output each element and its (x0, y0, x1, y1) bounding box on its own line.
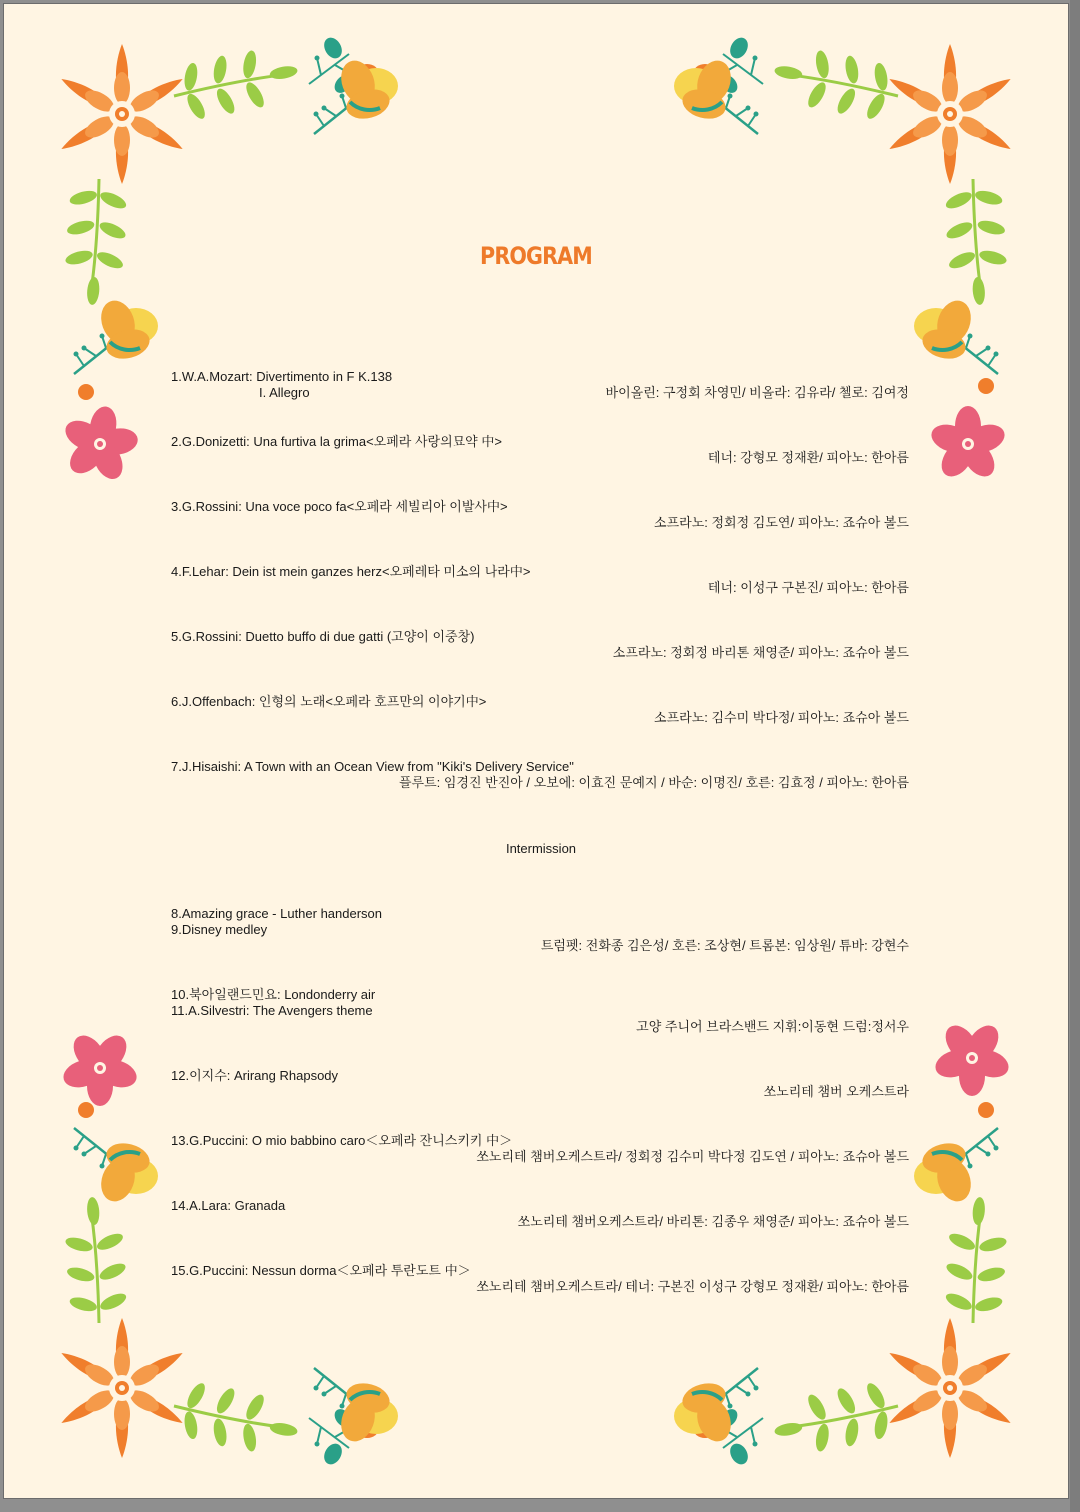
program-item-14-performers: 쏘노리테 챔버오케스트라/ 바리톤: 김종우 채영준/ 피아노: 죠슈아 볼드 (517, 1214, 909, 1229)
program-item-13-performers: 쏘노리테 챔버오케스트라/ 정회정 김수미 박다정 김도연 / 피아노: 죠슈아 볼드 (476, 1149, 909, 1164)
program-item-1-piece: 1.W.A.Mozart: Divertimento in F K.138 (171, 369, 393, 384)
program-item-3-performers: 소프라노: 정회정 김도연/ 피아노: 죠슈아 볼드 (654, 515, 909, 530)
program-item-6-performers: 소프라노: 김수미 박다정/ 피아노: 죠슈아 볼드 (654, 710, 909, 725)
program-item-1-performers: 바이올린: 구정회 차영민/ 비올라: 김유라/ 첼로: 김여정 (605, 385, 909, 400)
program-item-12-piece: 12.이지수: Arirang Rhapsody (171, 1068, 339, 1083)
program-item-7-performers: 플루트: 임경진 반진아 / 오보에: 이효진 문예지 / 바순: 이명진/ 호른: 김효정 / 피아노: 한아름 (398, 775, 909, 790)
floral-border (4, 4, 1068, 1498)
program-item-2-performers: 테너: 강형모 정재환/ 피아노: 한아름 (707, 450, 909, 465)
program-item-4-piece: 4.F.Lehar: Dein ist mein ganzes herz<오페레타 미소의 나라中> (171, 564, 531, 579)
program-item-15-piece: 15.G.Puccini: Nessun dorma＜오페라 투란도트 中＞ (171, 1263, 471, 1278)
program-item-10-11-performers: 고양 주니어 브라스밴드 지휘:이동현 드럼:정서우 (636, 1019, 909, 1034)
pink-flower-icon (54, 400, 146, 489)
orange-lily-icon (58, 44, 185, 184)
program-item-11-piece: 11.A.Silvestri: The Avengers theme (171, 1003, 373, 1018)
yellow-bud-icon (74, 296, 159, 374)
program-item-8-piece: 8.Amazing grace - Luther handerson (171, 906, 383, 921)
program-item-10-piece: 10.북아일랜드민요: Londonderry air (171, 987, 376, 1002)
small-flower-icon (78, 384, 94, 400)
program-item-8-9-performers: 트럼펫: 전화종 김은성/ 호른: 조상현/ 트롬본: 임상원/ 튜바: 강현수 (540, 938, 909, 953)
program-item-5-performers: 소프라노: 정회정 바리톤 채영준/ 피아노: 죠슈아 볼드 (612, 645, 909, 660)
program-item-12-performers: 쏘노리테 챔버 오케스트라 (763, 1084, 909, 1099)
program-item-4-performers: 테너: 이성구 구본진/ 피아노: 한아름 (707, 580, 909, 595)
program-page (3, 3, 1069, 1499)
leaf-vine-icon (168, 41, 303, 124)
program-item-15-performers: 쏘노리테 챔버오케스트라/ 테너: 구본진 이성구 강형모 정재환/ 피아노: 한아름 (476, 1279, 909, 1294)
window-edge (1070, 0, 1080, 1512)
program-item-5-piece: 5.G.Rossini: Duetto buffo di due gatti (고양이 이중창) (171, 629, 475, 644)
program-item-14-piece: 14.A.Lara: Granada (171, 1198, 286, 1213)
program-item-3-piece: 3.G.Rossini: Una voce poco fa<오페라 세빌리아 이발사中> (171, 499, 508, 514)
program-item-9-piece: 9.Disney medley (171, 922, 268, 937)
program-item-7-piece: 7.J.Hisaishi: A Town with an Ocean View from "Kiki's Delivery Service" (171, 759, 574, 774)
program-item-2-piece: 2.G.Donizetti: Una furtiva la grima<오페라 사랑의묘약 中> (171, 434, 502, 449)
program-item-1-movement: I. Allegro (259, 385, 310, 400)
page-title: PROGRAM (480, 242, 592, 270)
yellow-bud-icon (314, 56, 399, 134)
program-item-13-piece: 13.G.Puccini: O mio babbino caro＜오페라 잔니스키키 中＞ (171, 1133, 513, 1148)
intermission-label: Intermission (505, 841, 577, 856)
program-item-6-piece: 6.J.Offenbach: 인형의 노래<오페라 호프만의 이야기中> (171, 694, 487, 709)
